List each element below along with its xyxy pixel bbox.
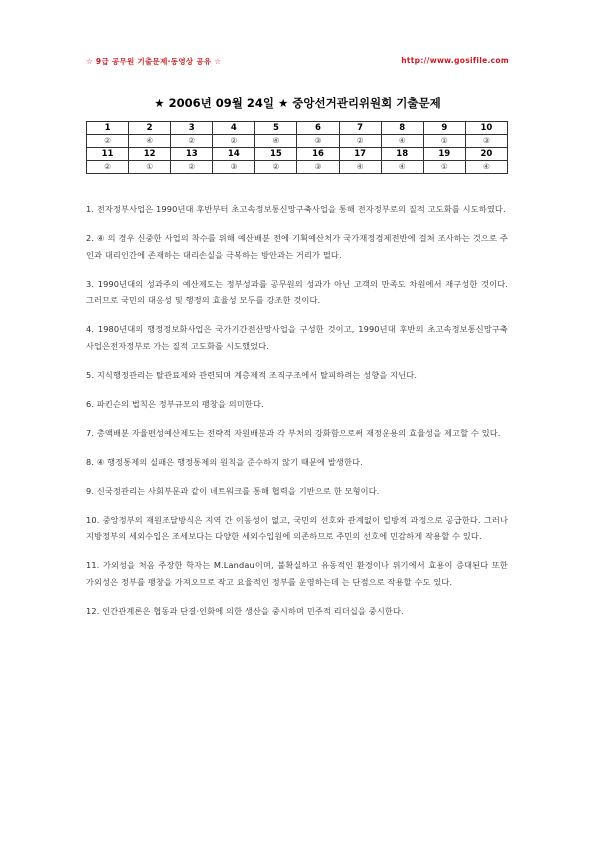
answer-cell: ③ [297, 135, 339, 148]
question-number-cell: 4 [213, 122, 255, 135]
page-title: ★ 2006년 09월 24일 ★ 중앙선거관리위원회 기출문제 [154, 96, 441, 110]
question-number-cell: 3 [171, 122, 213, 135]
explanation-item: 5. 지식행정관리는 탈관료제와 관련되며 계층제적 조직구조에서 탈피하려는 성향을 지닌다. [86, 369, 418, 380]
answer-table [86, 121, 508, 174]
answer-cell: ④ [129, 135, 171, 148]
explanation-item: 8. ④ 행정통제의 실패은 행정통제의 원칙을 준수하지 않기 때문에 발생한다. [86, 456, 363, 467]
answer-cell: ④ [381, 135, 423, 148]
explanation-item: 11. 가외성을 처음 주장한 학자는 M.Landau이며, 불확실하고 유동적인 환경이나 위기에서 효용이 증대된다 또한 가외성은 정부를 팽창을 가져오므로 작고 요율적인 정부를 운영하는데 는 단점으로 작용할 수도 있다. [86, 560, 508, 587]
explanation-item: 12. 인간관계론은 협동과 단결·인화에 의한 생산을 중시하며 민주적 리더십을 중시한다. [86, 605, 404, 616]
answer-cell: ① [129, 161, 171, 174]
explanation-item: 1. 전자정부사업은 1990년대 후반부터 초고속정보통신망구축사업을 통해 전자정부로의 질적 고도화를 시도하였다. [86, 204, 506, 214]
answer-cell: ② [87, 161, 129, 174]
question-number-cell: 10 [465, 122, 507, 135]
answer-cell: ② [213, 135, 255, 148]
question-number-cell: 8 [381, 122, 423, 135]
explanation-item: 9. 신국정관리는 사회부문과 같이 네트워크를 통해 협력을 기반으로 한 모형이다. [86, 485, 380, 496]
answer-cell: ④ [381, 161, 423, 174]
question-number-cell: 18 [381, 148, 423, 161]
question-number-cell: 12 [129, 148, 171, 161]
header-url-link[interactable]: http://www.gosifile.com [401, 56, 509, 65]
question-number-cell: 20 [465, 148, 507, 161]
answer-cell: ④ [465, 161, 507, 174]
question-number-row [87, 122, 508, 135]
answer-cell: ② [339, 135, 381, 148]
explanation-item: 4. 1980년대의 행정정보화사업은 국가기간전산망사업을 구성한 것이고, 1990년대 후반의 초고속정보통신망구축사업은전자정부로 가는 질적 고도화를 시도했었다. [86, 324, 508, 351]
answer-cell: ② [171, 135, 213, 148]
answer-cell: ① [423, 161, 465, 174]
question-number-cell: 14 [213, 148, 255, 161]
question-number-cell: 1 [87, 122, 129, 135]
question-number-cell: 15 [255, 148, 297, 161]
answer-cell: ② [255, 161, 297, 174]
question-number-cell: 9 [423, 122, 465, 135]
answer-cell: ② [87, 135, 129, 148]
question-number-cell: 19 [423, 148, 465, 161]
answer-cell: ① [423, 135, 465, 148]
question-number-cell: 17 [339, 148, 381, 161]
page-header [86, 56, 509, 68]
question-number-cell: 2 [129, 122, 171, 135]
answer-row [87, 135, 508, 148]
question-number-cell: 7 [339, 122, 381, 135]
answer-row [87, 161, 508, 174]
answer-cell: ④ [255, 135, 297, 148]
question-number-cell: 11 [87, 148, 129, 161]
explanation-item: 7. 총액배분 자율편성예산제도는 전략적 자원배분과 각 부처의 강화함으로써 재정운용의 효율성을 제고할 수 있다. [86, 427, 501, 438]
answer-cell: ④ [339, 161, 381, 174]
answer-cell: ③ [465, 135, 507, 148]
explanation-item: 6. 파킨슨의 법칙은 정부규모의 팽창을 의미한다. [86, 398, 264, 409]
question-number-cell: 13 [171, 148, 213, 161]
answer-cell: ③ [213, 161, 255, 174]
header-left-text: ☆ 9급 공무원 기출문제·동영상 공유 ☆ [86, 57, 222, 66]
question-number-cell: 5 [255, 122, 297, 135]
question-number-cell: 16 [297, 148, 339, 161]
explanation-item: 2. ④ 의 경우 신중한 사업의 착수를 위해 예산배분 전에 기획예산처가 국가재정경제전반에 걸쳐 조사하는 것으로 주인과 대리인간에 존재하는 대리손실을 극복하는 방안과는 거리가 멀다. [86, 233, 508, 260]
explanation-list [86, 201, 508, 632]
question-number-cell: 6 [297, 122, 339, 135]
explanation-item: 3. 1990년대의 성과주의 예산제도는 정부성과를 공무원의 성과가 아닌 고객의 만족도 차원에서 재구성한 것이다. 그러므로 국민의 대응성 및 행정의 효율성 모두를 강조한 것이다. [86, 278, 508, 305]
answer-cell: ② [171, 161, 213, 174]
answer-cell: ③ [297, 161, 339, 174]
question-number-row [87, 148, 508, 161]
explanation-item: 10. 중앙정부의 재원조달방식은 지역 간 이동성이 없고, 국민의 선호와 관계없이 일방적 과정으로 공급한다. 그러나 지방정부의 세외수입은 조세보다는 다양한 세외수입원에 의존하므로 주민의 선호에 민감하게 작용할 수 있다. [86, 514, 508, 541]
